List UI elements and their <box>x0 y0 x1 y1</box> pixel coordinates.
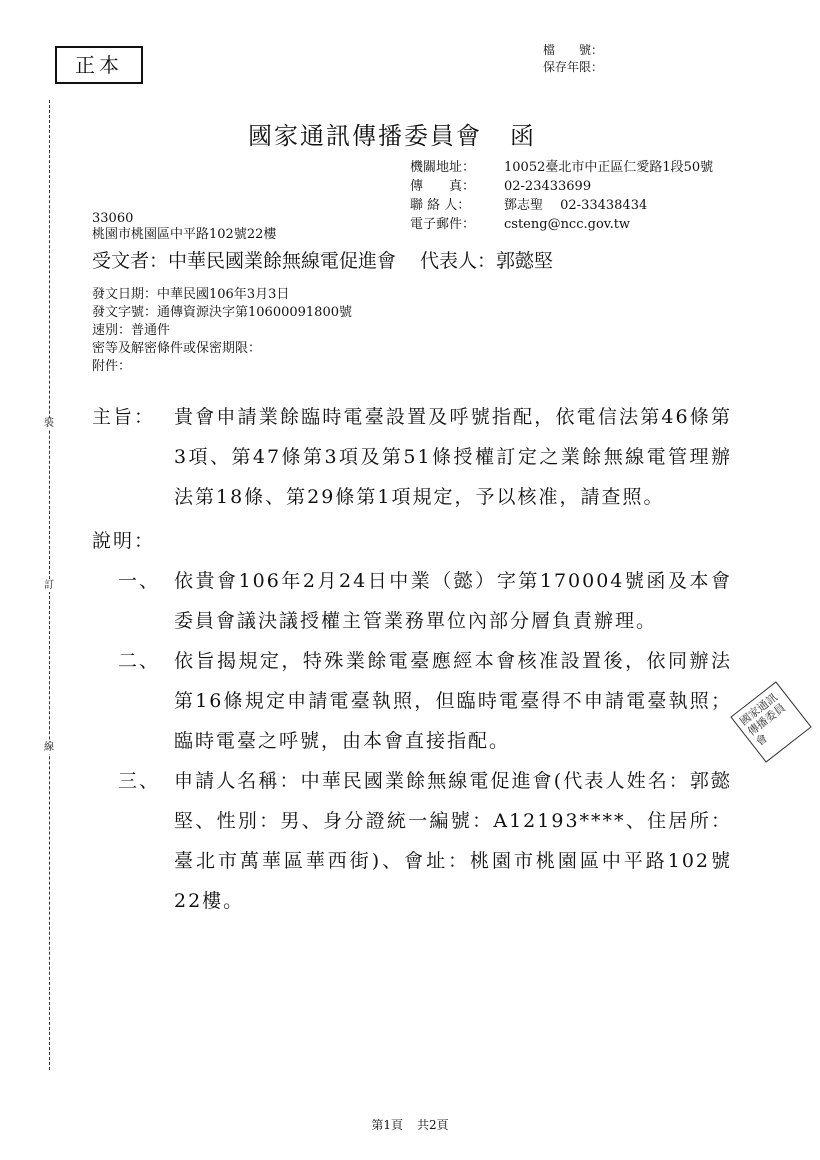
org-email-row <box>410 215 713 234</box>
recipient-name: 中華民國業餘無線電促進會 <box>168 250 397 272</box>
recipient <box>92 246 553 273</box>
archive-info <box>543 42 603 76</box>
item-number: 二、 <box>118 650 161 672</box>
org-info-label: 機關地址： <box>410 160 476 175</box>
original-copy-box: 正本 <box>55 46 143 84</box>
subject-section <box>92 397 732 517</box>
archive-file-no: 檔 號： <box>543 43 604 57</box>
org-address-row <box>410 158 713 177</box>
recipient-label: 受文者： <box>92 250 169 272</box>
item-text: 依貴會106年2月24日中業（懿）字第170004號函及本會委員會議決議授權主管業務單位內部分層負責辦理。 <box>174 570 732 632</box>
org-info-label: 聯 絡 人： <box>410 198 471 213</box>
issue-date: 發文日期：中華民國106年3月3日 <box>92 287 290 302</box>
document-type: 函 <box>510 122 536 150</box>
item-number: 三、 <box>118 770 161 792</box>
item-text: 申請人名稱：中華民國業餘無線電促進會(代表人姓名：郭懿堅、性別：男、身分證統一編號：A12193****、住居所：臺北市萬華區華西街)、會址：桃園市桃園區中平路102號22樓。 <box>174 770 732 912</box>
explanation-heading: 說明： <box>92 530 156 552</box>
org-info-value: 鄧志聖 02-33438434 <box>504 198 648 213</box>
delivery-speed: 速別：普通件 <box>92 323 171 338</box>
org-info-value: csteng@ncc.gov.tw <box>504 217 631 232</box>
binding-mark-line: 線 <box>44 742 54 753</box>
recipient-representative: 代表人：郭懿堅 <box>420 250 554 272</box>
subject-label: 主旨： <box>92 406 156 428</box>
subject-text: 貴會申請業餘臨時電臺設置及呼號指配，依電信法第46條第3項、第47條第3項及第51條授權訂定之業餘無線電管理辦法第18條、第29條第1項規定，予以核准，請查照。 <box>174 406 732 508</box>
page-number: 第1頁 <box>371 1118 403 1132</box>
item-number: 一、 <box>118 570 161 592</box>
org-fax-row <box>410 177 713 196</box>
org-info-label: 傳 真： <box>410 179 476 194</box>
classification: 密等及解密條件或保密期限： <box>92 341 262 356</box>
org-info-value: 02-23433699 <box>504 179 592 194</box>
explanation-item <box>118 561 732 641</box>
recipient-zip: 33060 <box>92 211 134 226</box>
attachments: 附件： <box>92 359 132 374</box>
issue-number: 發文字號：通傳資源決字第10600091800號 <box>92 305 352 320</box>
item-text: 依旨揭規定，特殊業餘電臺應經本會核准設置後，依同辦法第16條規定申請電臺執照，但臨時電臺得不申請電臺執照；臨時電臺之呼號，由本會直接指配。 <box>174 650 732 752</box>
document-title <box>248 116 536 151</box>
recipient-street: 桃園市桃園區中平路102號22樓 <box>92 227 277 242</box>
page-footer <box>0 1116 820 1133</box>
explanation-item <box>118 641 732 761</box>
issuing-org: 國家通訊傳播委員會 <box>248 122 482 150</box>
binding-mark-stitch: 訂 <box>44 580 54 591</box>
org-contact-row <box>410 196 713 215</box>
document-meta <box>92 286 352 376</box>
binding-mark-bind: 裝 <box>44 418 54 429</box>
explanation-item <box>118 761 732 921</box>
archive-retention: 保存年限： <box>543 60 604 74</box>
page-total: 共2頁 <box>417 1118 449 1132</box>
recipient-address <box>92 211 276 243</box>
official-seal: 國家通訊傳播委員會 <box>730 681 811 762</box>
org-info-label: 電子郵件： <box>410 217 476 232</box>
org-contact-info <box>410 158 713 234</box>
document-body <box>92 397 732 921</box>
org-info-value: 10052臺北市中正區仁愛路1段50號 <box>504 160 714 175</box>
